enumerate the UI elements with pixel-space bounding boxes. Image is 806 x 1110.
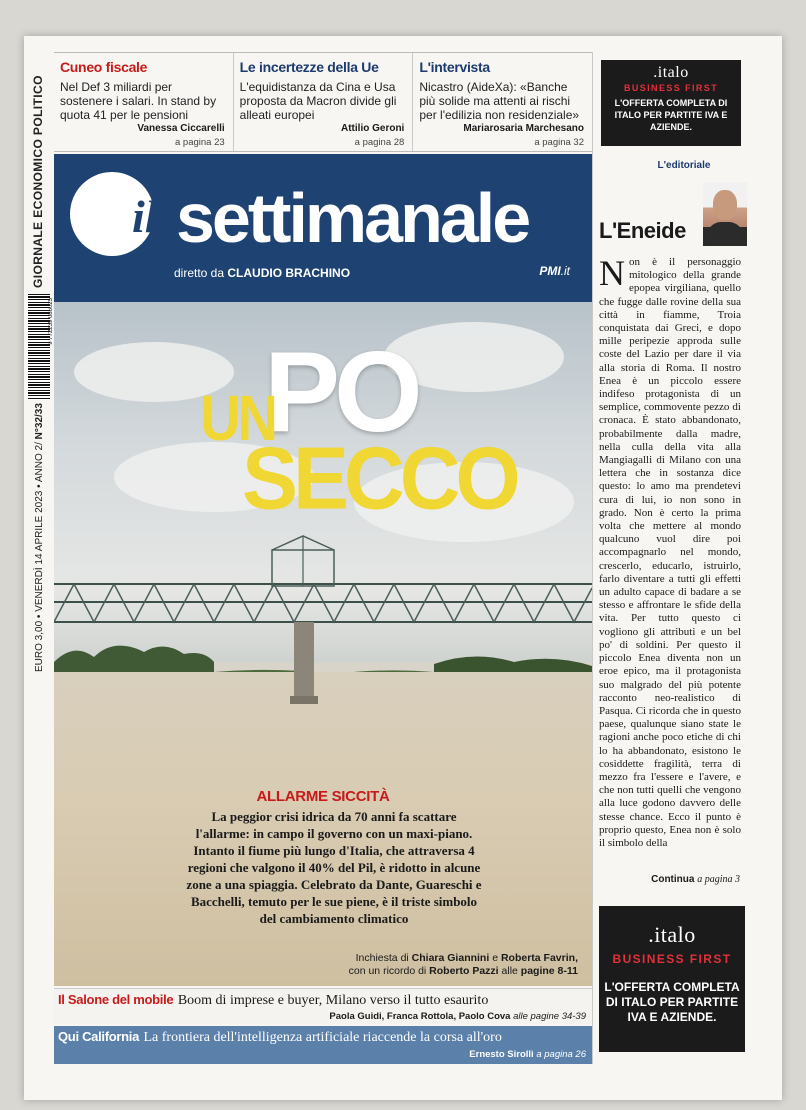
pmi-rest: .it	[560, 264, 570, 278]
teaser-author: Mariarosaria Marchesano	[463, 123, 585, 134]
teaser-cuneo-fiscale[interactable]	[54, 53, 233, 151]
teaser-page: a pagina 28	[354, 137, 405, 148]
spine	[24, 36, 54, 1100]
ad-brand: .italo	[653, 64, 689, 81]
bottom-page: alle pagine 34-39	[513, 1011, 586, 1022]
barcode-number: 9 772239 086025	[48, 298, 54, 345]
pmi-bold: PMI	[539, 264, 561, 278]
headline-secco: SECCO	[242, 428, 516, 528]
ad-line: BUSINESS FIRST	[612, 952, 732, 966]
bottom-kicker: Il Salone del mobile	[58, 992, 174, 1007]
bottom-item-california[interactable]	[54, 1026, 592, 1064]
cover-credits	[349, 952, 578, 978]
teaser-text: Nicastro (AideXa): «Banche più solide ma attenti ai rischi per l'edilizia non residenziale»	[419, 80, 580, 122]
headline-po: PO	[264, 329, 417, 456]
bottom-item-salone[interactable]	[54, 988, 592, 1024]
bottom-text: La frontiera dell'intelligenza artificiale riaccende la corsa all'oro	[143, 1030, 502, 1045]
credits-prefix: Inchiesta di	[355, 952, 412, 964]
headline-un: UN	[200, 381, 275, 454]
ad-offer: L'OFFERTA COMPLETA DI ITALO PER PARTITE IVA E AZIENDE.	[604, 980, 740, 1024]
teaser-text: Nel Def 3 miliardi per sostenere i salari. In stand by quota 41 per le pensioni	[60, 80, 217, 122]
ricordo-pages[interactable]: pagine 8-11	[520, 965, 578, 977]
bottom-authors: Paola Guidi, Franca Rottola, Paolo Cova	[329, 1011, 511, 1022]
director-name: CLAUDIO BRACHINO	[227, 266, 351, 280]
continua-page: a pagina 3	[697, 874, 740, 885]
continua-label: Continua	[651, 874, 695, 885]
credits-and: e	[489, 952, 501, 964]
editorial-title: L'Eneide	[599, 218, 686, 243]
ricordo-mid: alle	[498, 965, 521, 977]
bottom-text: Boom di imprese e buyer, Milano verso il tutto esaurito	[177, 993, 489, 1008]
pmi-logo	[539, 264, 570, 278]
teaser-incertezze-ue[interactable]	[233, 53, 413, 151]
ad-brand: .italo	[648, 922, 696, 947]
cover-summary: La peggior crisi idrica da 70 anni fa scattare l'allarme: in campo il governo con un maxi-piano. Intanto il fiume più lungo d'Italia, che attraversa 4 regioni che valgono il 40% del Pil, è ridotto in alcune zone a una spiaggia. Celebrato da Dante, Guareschi e Bacchelli, temuto per le sue piene, è il triste simbolo del cambiamento climatico	[186, 809, 482, 926]
editorial-label: L'editoriale	[657, 160, 711, 171]
ricordo-author: Roberto Pazzi	[429, 965, 499, 977]
bottom-byline	[329, 1011, 586, 1022]
teaser-page: a pagina 32	[534, 137, 585, 148]
director-line	[174, 266, 350, 280]
ad-line: BUSINESS FIRST	[623, 83, 719, 93]
spine-issue: N°32/33	[34, 403, 45, 440]
spine-date	[34, 403, 45, 672]
spine-price: EURO 3,00 • VENERDÌ 14 APRILE 2023 • ANNO 2/	[34, 439, 45, 672]
right-sidebar	[592, 52, 774, 1064]
director-prefix: diretto da	[174, 266, 228, 280]
masthead	[54, 154, 592, 302]
editorial-text	[599, 253, 741, 850]
barcode	[28, 294, 50, 400]
author-portrait	[703, 182, 747, 246]
cover-photo	[54, 302, 592, 986]
teaser-title: Le incertezze della Ue	[239, 59, 379, 75]
teaser-author: Vanessa Ciccarelli	[137, 123, 225, 134]
continua-link[interactable]	[651, 874, 740, 885]
bottom-byline	[469, 1049, 586, 1060]
ad-offer: L'OFFERTA COMPLETA DI ITALO PER PARTITE IVA E AZIENDE.	[614, 98, 728, 132]
spine-title: GIORNALE ECONOMICO POLITICO	[31, 75, 45, 288]
credits-author-1: Chiara Giannini	[411, 952, 490, 964]
teaser-intervista[interactable]	[412, 53, 592, 151]
newspaper-cover	[24, 36, 782, 1100]
editorial-body: on è il personaggio mitologico della grande epopea virgiliana, quello che fugge dalle rovine della sua città in fiamme, Troia conquistata dai Greci, e dopo mille peripezie approda sulle coste del Lazio per dare il via alla storia di Roma. Il nostro Enea è un piccolo essere indifeso protagonista di un semplice, commovente pezzo di cronaca. È stato abbandonato, probabilmente dalla madre, nella culla della vita alla Mangiagalli di Milano con una lettera che in sostanza dice questo: lo amo ma prendetevi cura di lui, io non sono in grado. Non è certo la prima volta che mettere al mondo qualcuno vuol dire poi accompagnarlo nel mondo, crescerlo, educarlo, istruirlo, farlo diventare a tutti gli effetti un adulto capace di badare a se stesso e affrontare le sfide della vita. Per tutto questo ci vogliono gli attributi e un bel po' di soldini. Per questo il piccolo Enea diventa non un eroe epico, ma il protagonista suo malgrado del più potente racconto neo-realistico di Pasqua. Ci ricorda che in questo paese, qualunque siano state le ragioni anche poco etiche di chi lo ha abbandonato, esistono le cosiddette fragilità, terra di mezzo fra l'essere e l'avere, e che non tutti quelli che vengono alla luce godono davvero delle stesse chance. Ecco il punto è proprio questo, Enea non è solo il simbolo della	[599, 256, 741, 849]
teaser-text: L'equidistanza da Cina e Usa proposta da Macron divide gli alleati europei	[239, 80, 397, 122]
top-teasers	[54, 52, 592, 152]
ricordo-prefix: con un ricordo di	[348, 965, 430, 977]
credits-author-2: Roberta Favrin,	[500, 952, 578, 964]
teaser-page: a pagina 23	[175, 137, 225, 148]
teaser-title: L'intervista	[419, 59, 490, 75]
editorial-dropcap: N	[599, 253, 625, 293]
logo-settimanale: settimanale	[176, 179, 529, 257]
teaser-author: Attilio Geroni	[341, 123, 405, 134]
bottom-kicker: Qui California	[58, 1029, 140, 1044]
italo-ad-bottom[interactable]	[599, 906, 745, 1052]
bottom-page: a pagina 26	[536, 1049, 586, 1060]
bottom-authors: Ernesto Sirolli	[469, 1049, 534, 1060]
cover-kicker: ALLARME SICCITÀ	[256, 788, 390, 805]
italo-ad-top[interactable]	[601, 60, 741, 146]
logo-il: il	[132, 191, 158, 242]
teaser-title: Cuneo fiscale	[60, 59, 148, 75]
